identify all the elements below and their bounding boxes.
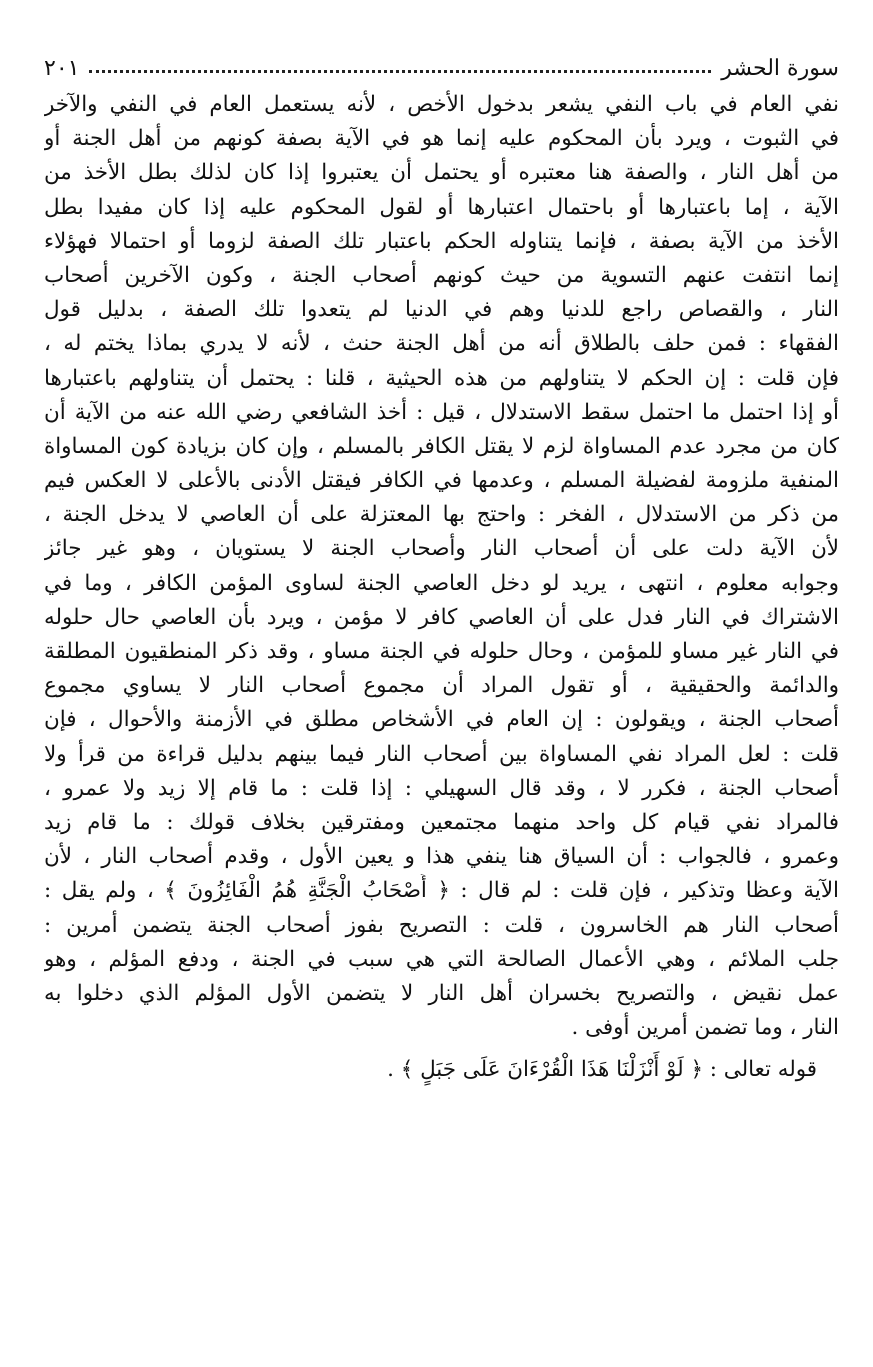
text-line: الأخذ من الآية بصفة ، فإنما يتناوله الحكم باعتبار تلك الصفة لزوما أو احتمالا فهؤلاء — [44, 228, 839, 254]
text-line: كان من مجرد عدم المساواة لزم لا يقتل الكافر بالمسلم ، وإن كان بزيادة كون المساواة — [44, 433, 839, 459]
text-line: أو إذا احتمل ما احتمل سقط الاستدلال ، قيل : أخذ الشافعي رضي الله عنه من الآية أن — [44, 399, 839, 425]
text-line: عمل نقيض ، والتصريح بخسران أهل النار لا يتضمن الأول المؤلم الذي دخلوا به — [44, 980, 839, 1006]
text-line: الاشتراك في النار فدل على أن العاصي كافر لا مؤمن ، ويرد بأن العاصي حال حلوله — [44, 604, 839, 630]
text-line: الآية وعظا وتذكير ، فإن قلت : لم قال : ﴿ أَصْحَابُ الْجَنَّةِ هُمُ الْفَائِزُونَ ﴾ ، ولم يقل : — [44, 878, 839, 904]
text-line: فإن قلت : إن الحكم لا يتناولهم من هذه الحيثية ، قلنا : يحتمل أن يتناولهم باعتبارها — [44, 365, 839, 391]
text-line: المنفية ملزومة لفضيلة المسلم ، وعدمها في الكافر فيقتل الأدنى بالأعلى لا العكس فيم — [44, 468, 839, 494]
text-line: قلت : لعل المراد نفي المساواة بين أصحاب النار فيما بينهم بدليل قراءة من قرأ ولا — [44, 741, 839, 767]
surah-title: سورة الحشر — [721, 55, 839, 81]
text-line: لأن الآية دلت على أن أصحاب النار وأصحاب الجنة لا يستويان ، وهو غير جائز — [44, 536, 839, 562]
text-line: الآية ، إما باعتبارها أو باحتمال اعتبارها أو لقول المحكوم عليه إذا كان مفيدا بطل — [44, 194, 839, 220]
running-header — [44, 48, 839, 88]
text-line: من أهل النار ، والصفة هنا معتبره أو يحتمل أن يعتبروا إذا كان لذلك بطل الأخذ من — [44, 160, 839, 186]
text-line: وجوابه معلوم ، انتهى ، يريد لو دخل العاصي الجنة لساوى المؤمن الكافر ، وما في — [44, 570, 839, 596]
commentary-body — [44, 88, 839, 1045]
text-line: والدائمة والحقيقية ، أو تقول المراد أن مجموع أصحاب النار لا يساوي مجموع — [44, 673, 839, 699]
text-line: الفقهاء : فمن حلف بالطلاق أنه من أهل الجنة حنث ، لأنه لا يدري بماذا يختم له ، — [44, 331, 839, 357]
text-line: أصحاب الجنة ، ويقولون : إن العام في الأشخاص مطلق في الأزمنة والأحوال ، فإن — [44, 707, 839, 733]
book-page — [44, 48, 839, 1087]
text-line: فالمراد نفي قيام كل واحد منهما مجتمعين ومفترقين بخلاف قولك : ما قام زيد — [44, 809, 839, 835]
verse-heading: قوله تعالى : ﴿ لَوْ أَنْزَلْنَا هَذَا الْقُرْءَانَ عَلَى جَبَلٍ ﴾ . — [387, 1057, 817, 1083]
text-line: النار ، والقصاص راجع للدنيا وهم في الدنيا لم يتعدوا تلك الصفة ، بدليل قول — [44, 297, 839, 323]
text-line: من ذكر من الاستدلال ، الفخر : واحتج بها المعتزلة على أن العاصي لا يدخل الجنة ، — [44, 502, 839, 528]
text-line: نفي العام في باب النفي يشعر بدخول الأخص ، لأنه يستعمل العام في النفي والآخر — [44, 92, 839, 117]
text-line: في النار غير مساو للمؤمن ، وحال حلوله في الجنة مساو ، وقد ذكر المنطقيون المطلقة — [44, 639, 839, 664]
text-line-last: النار ، وما تضمن أمرين أوفى . — [571, 1015, 839, 1041]
text-line: في الثبوت ، ويرد بأن المحكوم عليه إنما هو في الآية بصفة كونهم من أهل الجنة أو — [44, 126, 839, 152]
text-line: أصحاب الجنة ، فكرر لا ، وقد قال السهيلي : إذا قلت : ما قام إلا زيد ولا عمرو ، — [44, 775, 839, 801]
text-line: جلب الملائم ، وهي الأعمال الصالحة التي هي سبب في الجنة ، ودفع المؤلم ، وهو — [44, 946, 839, 972]
header-dotted-leader — [89, 70, 711, 73]
page-number: ٢٠١ — [44, 55, 80, 81]
text-line: أصحاب النار هم الخاسرون ، قلت : التصريح بفوز أصحاب الجنة يتضمن أمرين : — [44, 912, 839, 938]
text-line: إنما انتفت عنهم التسوية من حيث كونهم أصحاب الجنة ، وكون الآخرين أصحاب — [44, 262, 839, 288]
text-line: وعمرو ، فالجواب : أن السياق هنا ينفي هذا و يعين الأول ، وقدم أصحاب النار ، لأن — [44, 844, 839, 870]
